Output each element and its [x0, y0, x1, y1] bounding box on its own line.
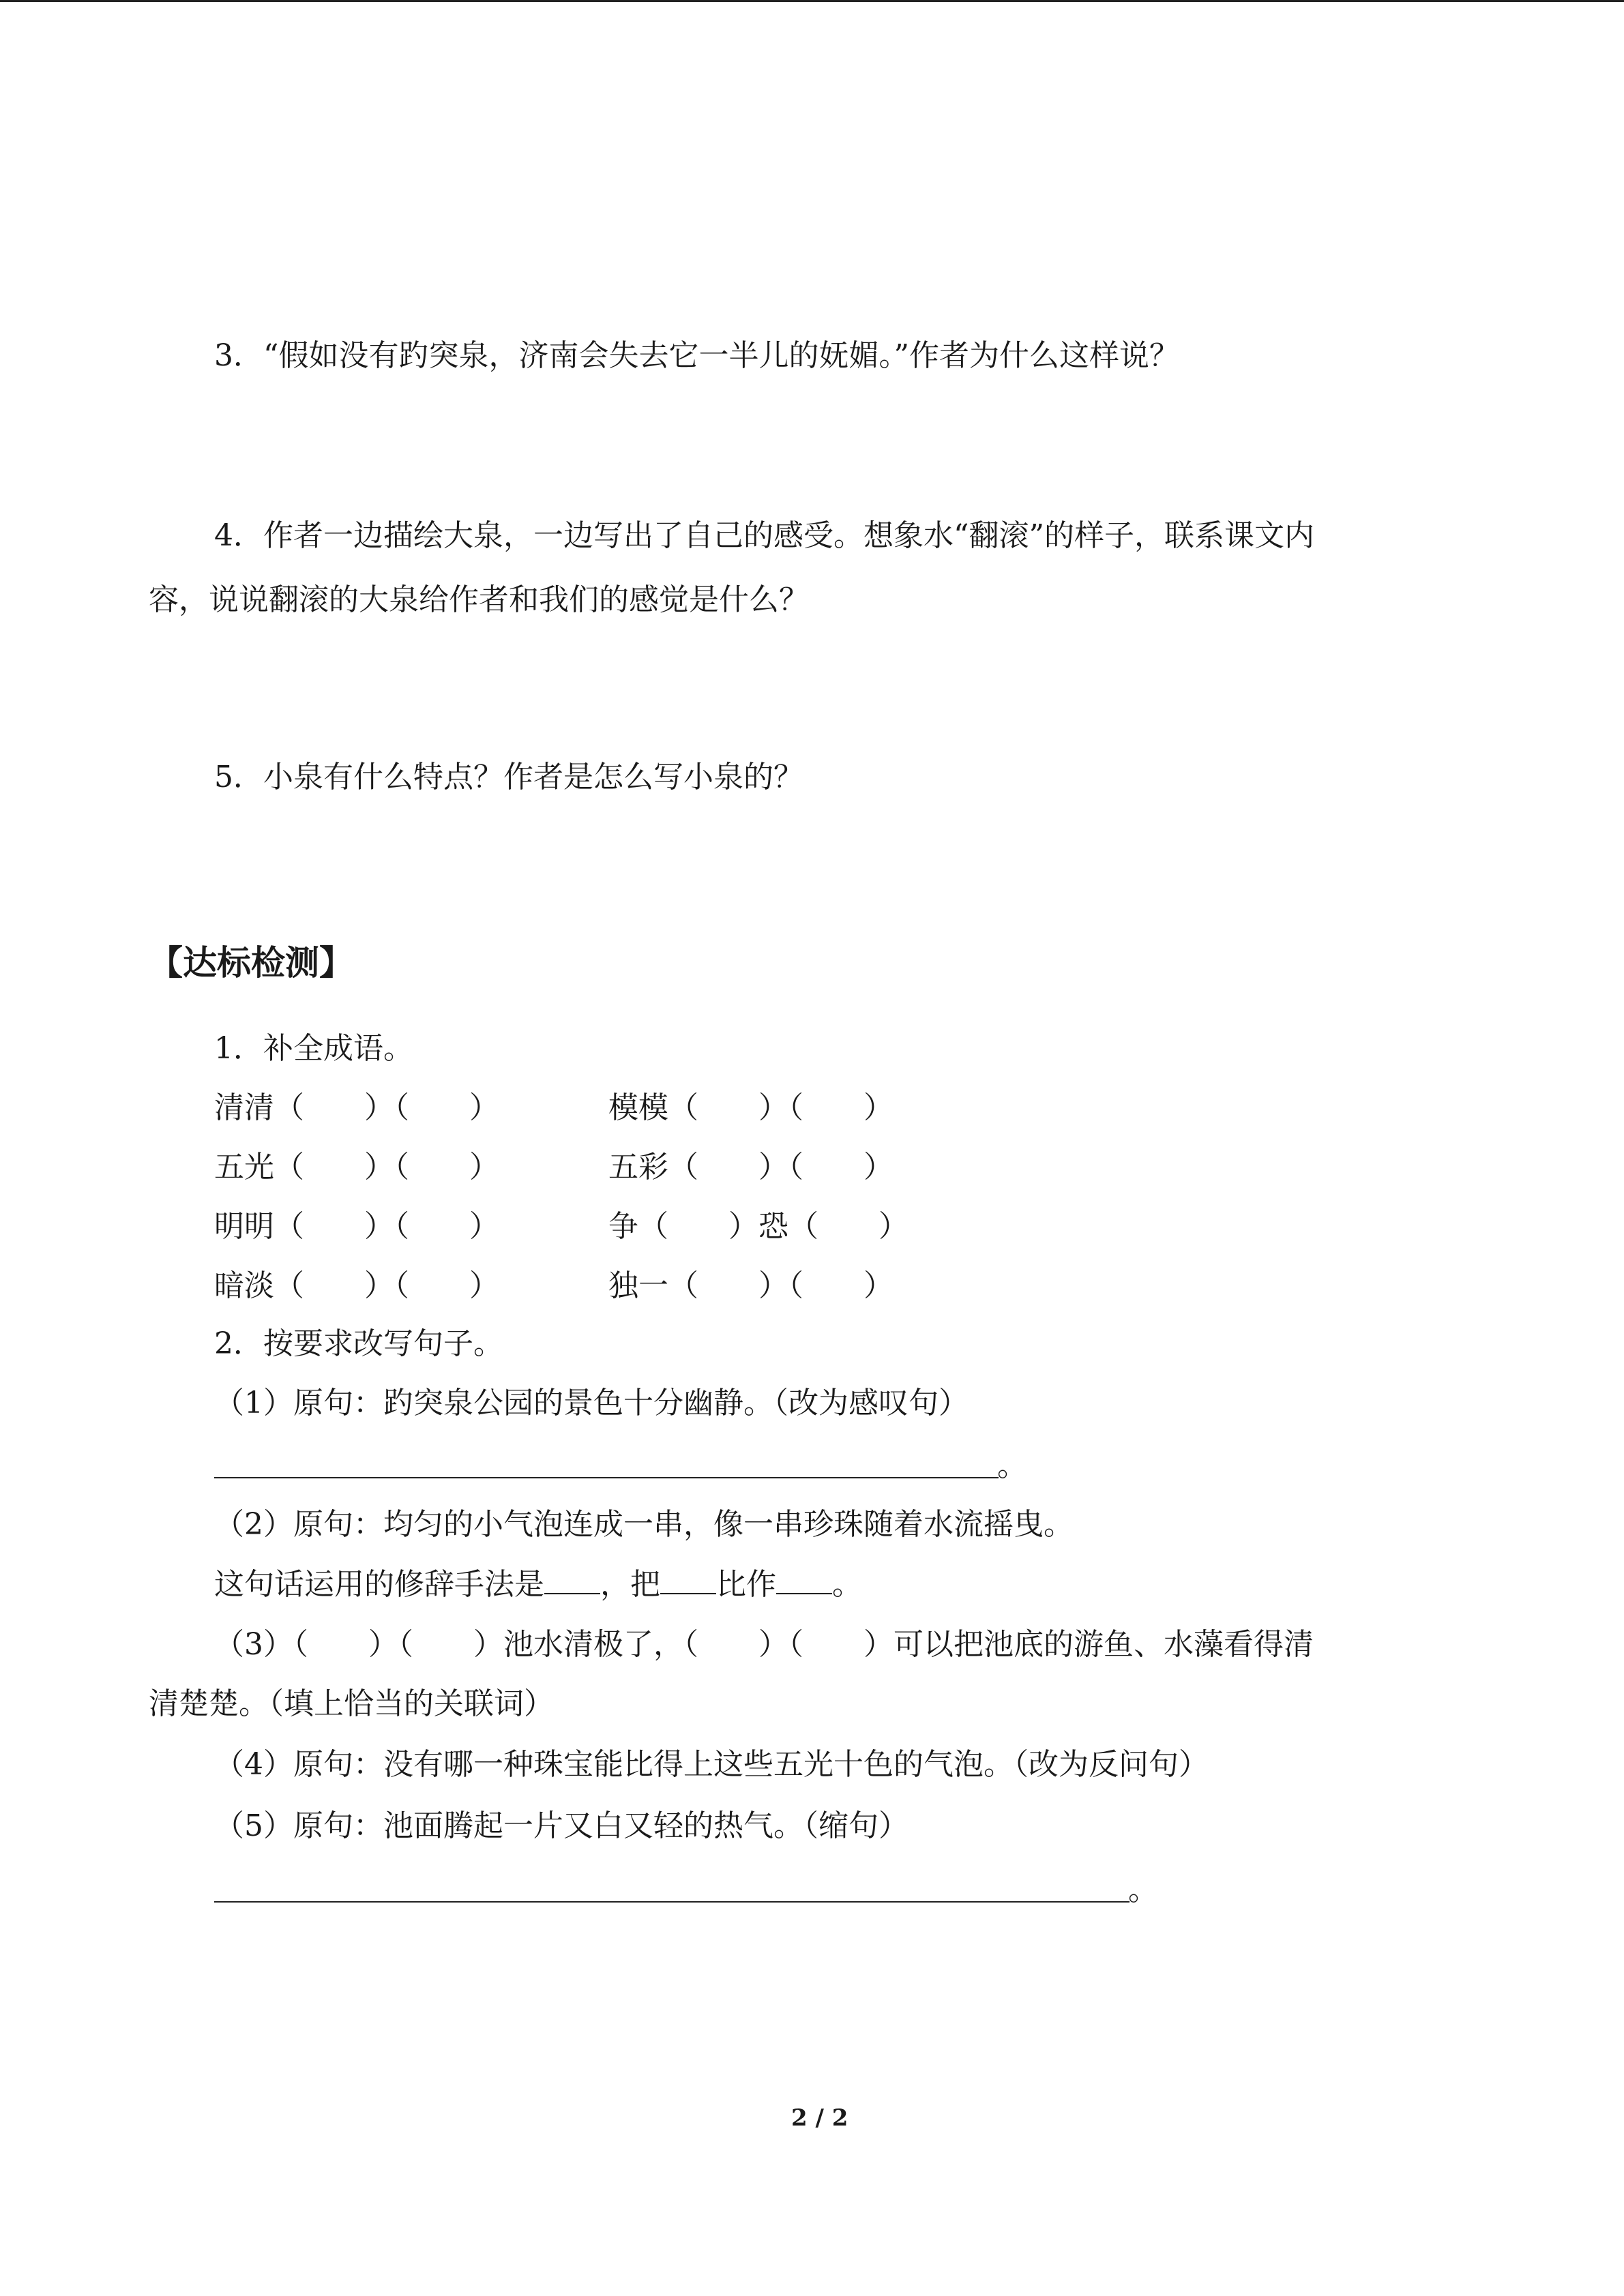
question-5: 5．小泉有什么特点？作者是怎么写小泉的？ [214, 760, 803, 794]
question-3: 3．“假如没有趵突泉，济南会失去它一半儿的妩媚。”作者为什么这样说？ [214, 338, 1179, 373]
idiom-row-2-right: 五彩（ ）（ ） [608, 1150, 894, 1184]
idiom-row-1-left: 清清（ ）（ ） [214, 1090, 499, 1125]
idiom-row-2-left: 五光（ ）（ ） [214, 1150, 499, 1184]
idiom-row-3-left: 明明（ ）（ ） [214, 1209, 499, 1244]
section-heading: 【达标检测】 [149, 942, 353, 983]
answer-line-1 [214, 1477, 999, 1478]
prompt-text-bizuo: 比作 [716, 1567, 776, 1602]
prompt-text-end: 。 [832, 1567, 862, 1602]
question-4-line-2: 容，说说翻滚的大泉给作者和我们的感觉是什么？ [149, 582, 809, 617]
blank-rhetoric [544, 1566, 600, 1594]
question-4-line-1: 4．作者一边描绘大泉，一边写出了自己的感受。想象水“翻滚”的样子，联系课文内 [214, 518, 1314, 553]
idiom-row-4-left: 暗淡（ ）（ ） [214, 1268, 499, 1303]
prompt-text-ba: ，把 [600, 1567, 660, 1602]
answer-line-1-period: 。 [997, 1448, 1027, 1483]
blank-object [776, 1566, 832, 1594]
sub-question-4: （4）原句：没有哪一种珠宝能比得上这些五光十色的气泡。（改为反问句） [214, 1747, 1209, 1782]
idiom-row-1-right: 模模（ ）（ ） [608, 1090, 894, 1125]
idiom-row-4-right: 独一（ ）（ ） [608, 1268, 894, 1303]
item-2-label: 2．按要求改写句子。 [214, 1326, 503, 1361]
sub-question-3-line-2: 清楚楚。（填上恰当的关联词） [149, 1686, 554, 1721]
sub-question-5: （5）原句：池面腾起一片又白又轻的热气。（缩句） [214, 1808, 909, 1843]
page-number: 2 / 2 [791, 2104, 848, 2132]
item-1-label: 1．补全成语。 [214, 1031, 413, 1066]
top-border [0, 0, 1624, 2]
sub-question-2: （2）原句：均匀的小气泡连成一串，像一串珍珠随着水流摇曳。 [214, 1507, 1074, 1542]
sub-question-2-prompt [214, 1566, 862, 1604]
prompt-text-rhetoric: 这句话运用的修辞手法是 [214, 1567, 544, 1602]
sub-question-1: （1）原句：趵突泉公园的景色十分幽静。（改为感叹句） [214, 1386, 969, 1420]
sub-question-3-line-1: （3）（ ）（ ）池水清极了，（ ）（ ）可以把池底的游鱼、水藻看得清 [214, 1627, 1314, 1662]
answer-line-5 [214, 1901, 1130, 1903]
blank-subject [660, 1566, 716, 1594]
idiom-row-3-right: 争（ ）恐（ ） [608, 1209, 909, 1244]
answer-line-5-period: 。 [1128, 1873, 1158, 1907]
